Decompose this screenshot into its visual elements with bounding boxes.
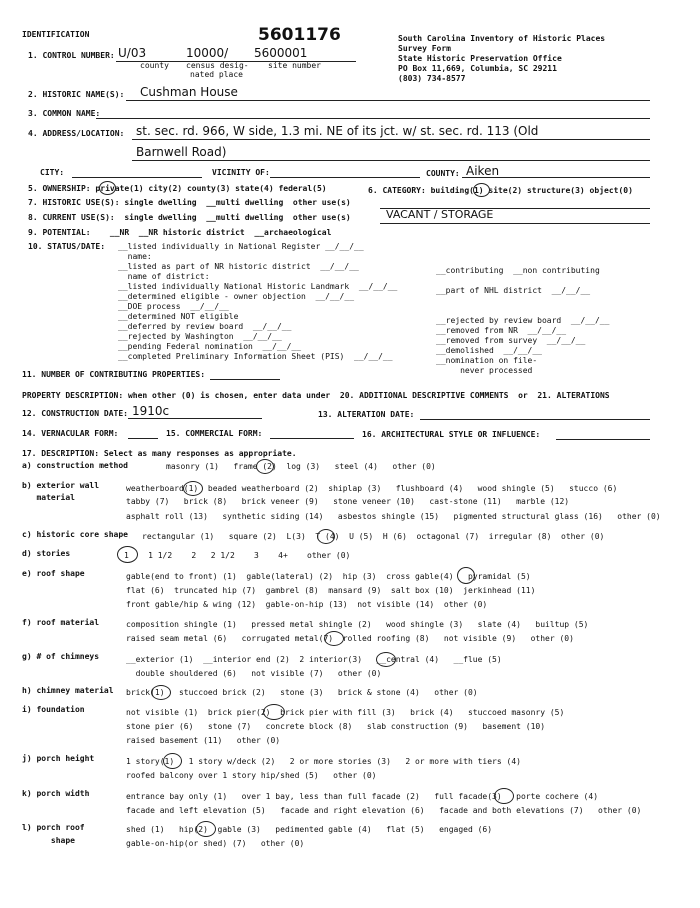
status-item: __listed as part of NR historic district __/__/__ xyxy=(118,262,359,271)
row-k-line-1: entrance bay only (1) over 1 bay, less than full facade (2) full facade(3) porte cochere (4) xyxy=(126,792,599,801)
row-b-label-2: material xyxy=(22,493,75,502)
row-f-line-2: raised seam metal (6) corrugated metal(7) rolled roofing (8) not visible (9) other (0) xyxy=(126,634,574,643)
historic-name-value: Cushman House xyxy=(140,85,238,99)
category-building-circle xyxy=(473,183,490,197)
address-label: 4. ADDRESS/LOCATION: xyxy=(28,129,125,138)
full-facade-circle xyxy=(494,788,514,804)
identification-heading: IDENTIFICATION xyxy=(22,30,90,39)
control-site-value: 5600001 xyxy=(254,46,308,60)
contributing-properties-line: 11. NUMBER OF CONTRIBUTING PROPERTIES: xyxy=(22,370,206,379)
status-right-item: __removed from survey __/__/__ xyxy=(436,336,586,345)
vernacular-form-line xyxy=(128,438,158,439)
status-item: __determined eligible - owner objection __/__/__ xyxy=(118,292,355,301)
vicinity-line xyxy=(270,177,420,178)
agency-block xyxy=(398,34,605,84)
agency-line-2: Survey Form xyxy=(398,44,451,53)
row-b-label: b) exterior wall xyxy=(22,481,100,490)
historic-name-line xyxy=(126,100,650,101)
row-a-line-1: masonry (1) frame (2) log (3) steel (4) other (0) xyxy=(166,462,436,471)
hip-porch-roof-circle xyxy=(196,821,216,837)
row-g-line-2: double shouldered (6) not visible (7) other (0) xyxy=(126,669,382,678)
sub-census-2: nated place xyxy=(190,70,243,79)
brick-pier-circle xyxy=(263,704,285,720)
control-census-value: 10000/ xyxy=(186,46,229,60)
status-left xyxy=(118,242,397,362)
frame-circle xyxy=(256,459,274,474)
row-e-line-3: front gable/hip & wing (12) gable-on-hip (13) not visible (14) other (0) xyxy=(126,600,488,609)
cross-gable-circle xyxy=(457,567,475,584)
row-b-line-3: asphalt roll (13) synthetic siding (14) asbestos shingle (15) pigmented structural glass (16) other (0) xyxy=(126,512,661,521)
address-value-2: Barnwell Road) xyxy=(136,145,227,159)
county-value: Aiken xyxy=(466,164,500,178)
vernacular-form-label: 14. VERNACULAR FORM: xyxy=(22,429,119,438)
agency-line-5: (803) 734-8577 xyxy=(398,74,466,83)
address-value-1: st. sec. rd. 966, W side, 1.3 mi. NE of its jct. w/ st. sec. rd. 113 (Old xyxy=(136,124,539,138)
agency-line-1: South Carolina Inventory of Historic Places xyxy=(398,34,606,43)
historic-use-line: 7. HISTORIC USE(S): single dwelling __multi dwelling other use(s) xyxy=(28,198,351,207)
corrugated-metal-circle xyxy=(324,631,344,646)
description-heading: 17. DESCRIPTION: Select as many responses as appropriate. xyxy=(22,449,297,458)
construction-date-line xyxy=(128,418,262,419)
status-right-item: __demolished __/__/__ xyxy=(436,346,542,355)
row-i-label: i) foundation xyxy=(22,705,85,714)
row-c-line-1: rectangular (1) square (2) L(3) T (4) U (5) H (6) octagonal (7) irregular (8) other (0) xyxy=(142,532,605,541)
current-use-line: 8. CURRENT USE(S): single dwelling __multi dwelling other use(s) xyxy=(28,213,351,222)
vicinity-label: VICINITY OF: xyxy=(212,168,270,177)
row-k-label: k) porch width xyxy=(22,789,90,798)
interior-chimney-circle xyxy=(376,652,396,667)
category-line: 6. CATEGORY: building(1) site(2) structure(3) object(0) xyxy=(368,186,633,195)
address-line-1 xyxy=(132,139,650,140)
common-name-label: 3. COMMON NAME: xyxy=(28,109,101,118)
arch-style-line xyxy=(556,439,650,440)
row-g-label: g) # of chimneys xyxy=(22,652,100,661)
status-item: __deferred by review board __/__/__ xyxy=(118,322,292,331)
city-line xyxy=(72,177,202,178)
status-right-nhl: __part of NHL district __/__/__ xyxy=(436,286,591,295)
row-j-line-1: 1 story(1) 1 story w/deck (2) 2 or more stories (3) 2 or more with tiers (4) xyxy=(126,757,521,766)
l-shape-circle xyxy=(317,529,335,544)
row-a-label: a) construction method xyxy=(22,461,128,470)
sub-site: site number xyxy=(268,61,321,70)
row-j-line-2: roofed balcony over 1 story hip/shed (5) other (0) xyxy=(126,771,377,780)
status-right-item: __rejected by review board __/__/__ xyxy=(436,316,610,325)
status-item: __pending Federal nomination __/__/__ xyxy=(118,342,302,351)
historic-name-label: 2. HISTORIC NAME(S): xyxy=(28,90,125,99)
row-k-line-2: facade and left elevation (5) facade and right elevation (6) facade and both elevations (7) other (0) xyxy=(126,806,642,815)
status-right-contributing: __contributing __non contributing xyxy=(436,266,600,275)
sub-census: census desig- xyxy=(186,61,249,70)
status-item: __DOE process __/__/__ xyxy=(118,302,229,311)
construction-date-value: 1910c xyxy=(132,404,170,418)
commercial-form-line xyxy=(270,438,354,439)
address-line-2 xyxy=(132,160,650,161)
county-label: COUNTY: xyxy=(426,169,460,178)
common-name-line xyxy=(96,118,650,119)
row-b-line-2: tabby (7) brick (8) brick veneer (9) stone veneer (10) cast-stone (11) marble (12) xyxy=(126,497,570,506)
row-e-line-2: flat (6) truncated hip (7) gambrel (8) mansard (9) salt box (10) jerkinhead (11) xyxy=(126,586,536,595)
alteration-date-label: 13. ALTERATION DATE: xyxy=(318,410,415,419)
row-l-line-1: shed (1) hip(2) gable (3) pedimented gable (4) flat (5) engaged (6) xyxy=(126,825,493,834)
property-description-note: PROPERTY DESCRIPTION: when other (0) is chosen, enter data under 20. ADDITIONAL DESCRIPTIVE COMMENTS or 21. ALTERATIONS xyxy=(22,391,610,400)
status-item: __determined NOT eligible xyxy=(118,312,239,321)
agency-line-4: PO Box 11,669, Columbia, SC 29211 xyxy=(398,64,557,73)
commercial-form-label: 15. COMMERCIAL FORM: xyxy=(166,429,263,438)
row-l-label-2: shape xyxy=(22,836,75,845)
row-i-line-3: raised basement (11) other (0) xyxy=(126,736,281,745)
row-h-line-1: brick(1) stuccoed brick (2) stone (3) brick & stone (4) other (0) xyxy=(126,688,478,697)
construction-date-label: 12. CONSTRUCTION DATE: xyxy=(22,409,128,418)
county-line xyxy=(462,177,650,178)
weatherboard-circle xyxy=(183,481,203,496)
status-item: name of district: xyxy=(118,272,210,281)
status-item: name: xyxy=(118,252,152,261)
row-e-label: e) roof shape xyxy=(22,569,85,578)
row-i-line-1: not visible (1) brick pier(2) brick pier with fill (3) brick (4) stuccoed masonry (5) xyxy=(126,708,565,717)
row-l-line-2: gable-on-hip(or shed) (7) other (0) xyxy=(126,839,305,848)
one-story-porch-circle xyxy=(163,753,182,769)
handwritten-id: 5601176 xyxy=(258,25,341,45)
row-d-label: d) stories xyxy=(22,549,71,558)
potential-line: 9. POTENTIAL: __NR __NR historic district __archaeological xyxy=(28,228,332,237)
row-c-label: c) historic core shape xyxy=(22,530,128,539)
city-label: CITY: xyxy=(40,168,65,177)
current-use-hand: VACANT / STORAGE xyxy=(386,208,494,221)
row-d-line-1: 1 1 1/2 2 2 1/2 3 4+ other (0) xyxy=(124,551,351,560)
arch-style-label: 16. ARCHITECTURAL STYLE OR INFLUENCE: xyxy=(362,430,541,439)
alteration-date-line xyxy=(420,419,650,420)
brick-chimney-circle xyxy=(151,685,171,700)
status-right xyxy=(436,316,609,376)
ownership-private-circle xyxy=(99,181,116,195)
control-county-value: U/03 xyxy=(118,46,147,60)
contributing-properties-blank xyxy=(210,379,280,380)
sub-county: county xyxy=(140,61,169,70)
status-label: 10. STATUS/DATE: xyxy=(28,242,106,251)
agency-line-3: State Historic Preservation Office xyxy=(398,54,562,63)
status-item: __rejected by Washington __/__/__ xyxy=(118,332,282,341)
row-i-line-2: stone pier (6) stone (7) concrete block (8) slab construction (9) basement (10) xyxy=(126,722,546,731)
status-right-item: __nomination on file- xyxy=(436,356,538,365)
status-right-item: __removed from NR __/__/__ xyxy=(436,326,567,335)
row-g-line-1: __exterior (1) __interior end (2) 2 interior(3) __central (4) __flue (5) xyxy=(126,655,502,664)
row-f-label: f) roof material xyxy=(22,618,100,627)
row-e-line-1: gable(end to front) (1) gable(lateral) (2) hip (3) cross gable(4) pyramidal (5) xyxy=(126,572,531,581)
status-right-item: never processed xyxy=(436,366,533,375)
one-story-circle xyxy=(117,546,138,563)
row-h-label: h) chimney material xyxy=(22,686,114,695)
current-use-other-line xyxy=(380,223,650,224)
status-item: __listed individually in National Register __/__/__ xyxy=(118,242,364,251)
row-j-label: j) porch height xyxy=(22,754,95,763)
ownership-line: 5. OWNERSHIP: private(1) city(2) county(3) state(4) federal(5) xyxy=(28,184,327,193)
row-l-label: l) porch roof xyxy=(22,823,85,832)
status-item: __listed individually National Historic Landmark __/__/__ xyxy=(118,282,398,291)
status-item: __completed Preliminary Information Sheet (PIS) __/__/__ xyxy=(118,352,393,361)
row-f-line-1: composition shingle (1) pressed metal shingle (2) wood shingle (3) slate (4) builtup (5) xyxy=(126,620,589,629)
control-number-label: 1. CONTROL NUMBER: xyxy=(28,51,115,60)
row-b-line-1: weatherboard(1) beaded weatherboard (2) shiplap (3) flushboard (4) wood shingle (5) stucco (6) xyxy=(126,484,618,493)
